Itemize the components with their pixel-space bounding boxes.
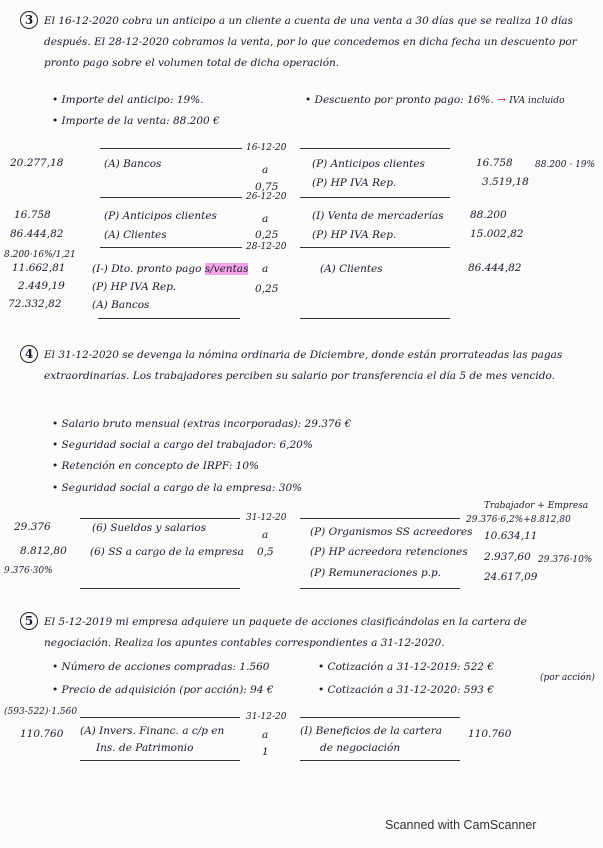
entry-date: 31-12-20: [246, 712, 287, 722]
bullet-precio-adquisicion: • Precio de adquisición (por acción): 94 €: [52, 684, 274, 696]
arrow-icon: →: [497, 94, 506, 106]
entry-separator: [300, 318, 450, 319]
entry-separator: [300, 148, 450, 149]
entry-separator: [300, 247, 450, 248]
entry-separator: [300, 197, 450, 198]
entry-separator: [100, 197, 242, 198]
bullet-cotizacion-2020: • Cotización a 31-12-2020: 593 €: [318, 684, 494, 696]
debit-amount: 29.376: [14, 521, 51, 533]
debit-account: (6) Sueldos y salarios: [92, 522, 207, 534]
credit-account: (A) Clientes: [320, 263, 383, 275]
bullet-cotizacion-2019: • Cotización a 31-12-2019: 522 €: [318, 661, 494, 673]
por-accion-note: (por acción): [540, 673, 595, 683]
exercise-3-statement: El 16-12-2020 cobra un anticipo a un cliente a cuenta de una venta a 30 días que se realiza 10 días después. El 28-12-2020 cobramos la venta, por lo que concedemos en dicha fecha un descuento por pronto pago sobre el volumen total de dicha operación.: [44, 15, 577, 69]
bullet-importe-venta: • Importe de la venta: 88.200 €: [52, 115, 220, 127]
column-header: Trabajador + Empresa: [484, 501, 589, 511]
credit-amount: 15.002,82: [470, 228, 524, 240]
iva-incluido-note: IVA incluido: [509, 96, 565, 106]
entry-coefficient: 0,25: [255, 283, 279, 295]
entry-separator: [300, 760, 460, 761]
bullet-irpf: • Retención en concepto de IRPF: 10%: [52, 460, 259, 472]
credit-account-cont: de negociación: [320, 742, 401, 754]
bullet-ss-trabajador: • Seguridad social a cargo del trabajador: 6,20%: [52, 439, 313, 451]
credit-amount: 10.634,11: [484, 530, 538, 542]
bullet-salario-bruto: • Salario bruto mensual (extras incorporadas): 29.376 €: [52, 418, 352, 430]
entry-a: a: [262, 729, 269, 741]
exercise-5-statement: El 5-12-2019 mi empresa adquiere un paquete de acciones clasificándolas en la cartera de negociación. Realiza los apuntes contables correspondientes a 31-12-2020.: [44, 616, 527, 649]
entry-separator: [80, 588, 240, 589]
credit-account: (P) HP IVA Rep.: [312, 177, 397, 189]
debit-amount: 11.662,81: [12, 262, 66, 274]
calc-note: 29.376·6,2%+8.812,80: [466, 515, 571, 525]
entry-separator: [100, 148, 242, 149]
entry-a: a: [262, 263, 269, 275]
calc-note: (593-522)·1.560: [4, 707, 78, 717]
calc-note: 8.200·16%/1,21: [4, 250, 76, 260]
exercise-number-5: 5: [20, 612, 38, 630]
calc-note: 9.376·30%: [4, 566, 53, 576]
entry-coefficient: 0,5: [257, 546, 274, 558]
debit-account: (P) HP IVA Rep.: [92, 281, 177, 293]
entry-separator: [300, 518, 460, 519]
entry-coefficient: 0,25: [255, 229, 279, 241]
debit-account: [92, 262, 248, 276]
debit-amount: 72.332,82: [8, 298, 62, 310]
debit-amount: 20.277,18: [10, 157, 64, 169]
debit-account-cont: Ins. de Patrimonio: [96, 742, 194, 754]
entry-a: a: [262, 164, 269, 176]
credit-account: (P) Remuneraciones p.p.: [310, 567, 442, 579]
credit-amount: 88.200: [470, 209, 507, 221]
credit-amount: 24.617,09: [484, 571, 538, 583]
debit-account: (A) Bancos: [92, 299, 150, 311]
entry-separator: [80, 717, 240, 718]
credit-amount: 86.444,82: [468, 262, 522, 274]
debit-amount: 16.758: [14, 209, 51, 221]
entry-coefficient: 1: [262, 746, 269, 758]
debit-amount: 110.760: [20, 728, 64, 740]
debit-amount: 8.812,80: [20, 545, 67, 557]
entry-date: 28-12-20: [246, 242, 287, 252]
scanner-watermark: Scanned with CamScanner: [385, 818, 537, 832]
exercise-number-3: 3: [20, 11, 38, 29]
highlighted-text: s/ventas: [204, 263, 249, 275]
credit-amount: 3.519,18: [482, 176, 529, 188]
entry-separator: [98, 318, 240, 319]
bullet-numero-acciones: • Número de acciones compradas: 1.560: [52, 661, 270, 673]
credit-amount: 16.758: [476, 157, 513, 169]
debit-account-label: (I-) Dto. pronto pago: [92, 263, 202, 275]
credit-account: (P) Organismos SS acreedores: [310, 526, 473, 538]
exercise-number-4: 4: [20, 345, 38, 363]
debit-account: (P) Anticipos clientes: [104, 210, 217, 222]
entry-date: 31-12-20: [246, 513, 287, 523]
credit-account: (I) Venta de mercaderías: [312, 210, 444, 222]
credit-account: (P) Anticipos clientes: [312, 158, 425, 170]
bullet-descuento: [305, 93, 565, 107]
debit-amount: 2.449,19: [18, 280, 65, 292]
bullet-ss-empresa: • Seguridad social a cargo de la empresa: 30%: [52, 482, 303, 494]
debit-account: (6) SS a cargo de la empresa: [90, 546, 244, 558]
entry-a: a: [262, 213, 269, 225]
entry-separator: [80, 518, 240, 519]
credit-amount: 2.937,60: [484, 551, 531, 563]
entry-coefficient: 0,75: [255, 181, 279, 193]
entry-separator: [300, 588, 460, 589]
entry-separator: [80, 760, 240, 761]
credit-account: (P) HP acreedora retenciones: [310, 546, 468, 558]
entry-a: a: [262, 529, 269, 541]
calc-note: 29.376·10%: [538, 555, 593, 565]
exercise-4-statement: El 31-12-2020 se devenga la nómina ordinaria de Diciembre, donde están prorrateadas las pagas extraordinarias. Los trabajadores perciben su salario por transferencia el día 5 de mes vencido.: [44, 349, 563, 382]
entry-date: 16-12-20: [246, 143, 287, 153]
credit-account: (P) HP IVA Rep.: [312, 229, 397, 241]
bullet-anticipo: • Importe del anticipo: 19%.: [52, 94, 204, 106]
debit-account: (A) Invers. Financ. a c/p en: [80, 725, 225, 737]
entry-separator: [100, 247, 242, 248]
calc-note: 88.200 · 19%: [535, 160, 596, 170]
debit-account: (A) Clientes: [104, 229, 167, 241]
debit-account: (A) Bancos: [104, 158, 162, 170]
credit-amount: 110.760: [468, 728, 512, 740]
debit-amount: 86.444,82: [10, 228, 64, 240]
bullet-descuento-text: • Descuento por pronto pago: 16%.: [305, 94, 494, 106]
entry-date: 26-12-20: [246, 192, 287, 202]
entry-separator: [300, 717, 460, 718]
credit-account: (I) Beneficios de la cartera: [300, 725, 442, 737]
